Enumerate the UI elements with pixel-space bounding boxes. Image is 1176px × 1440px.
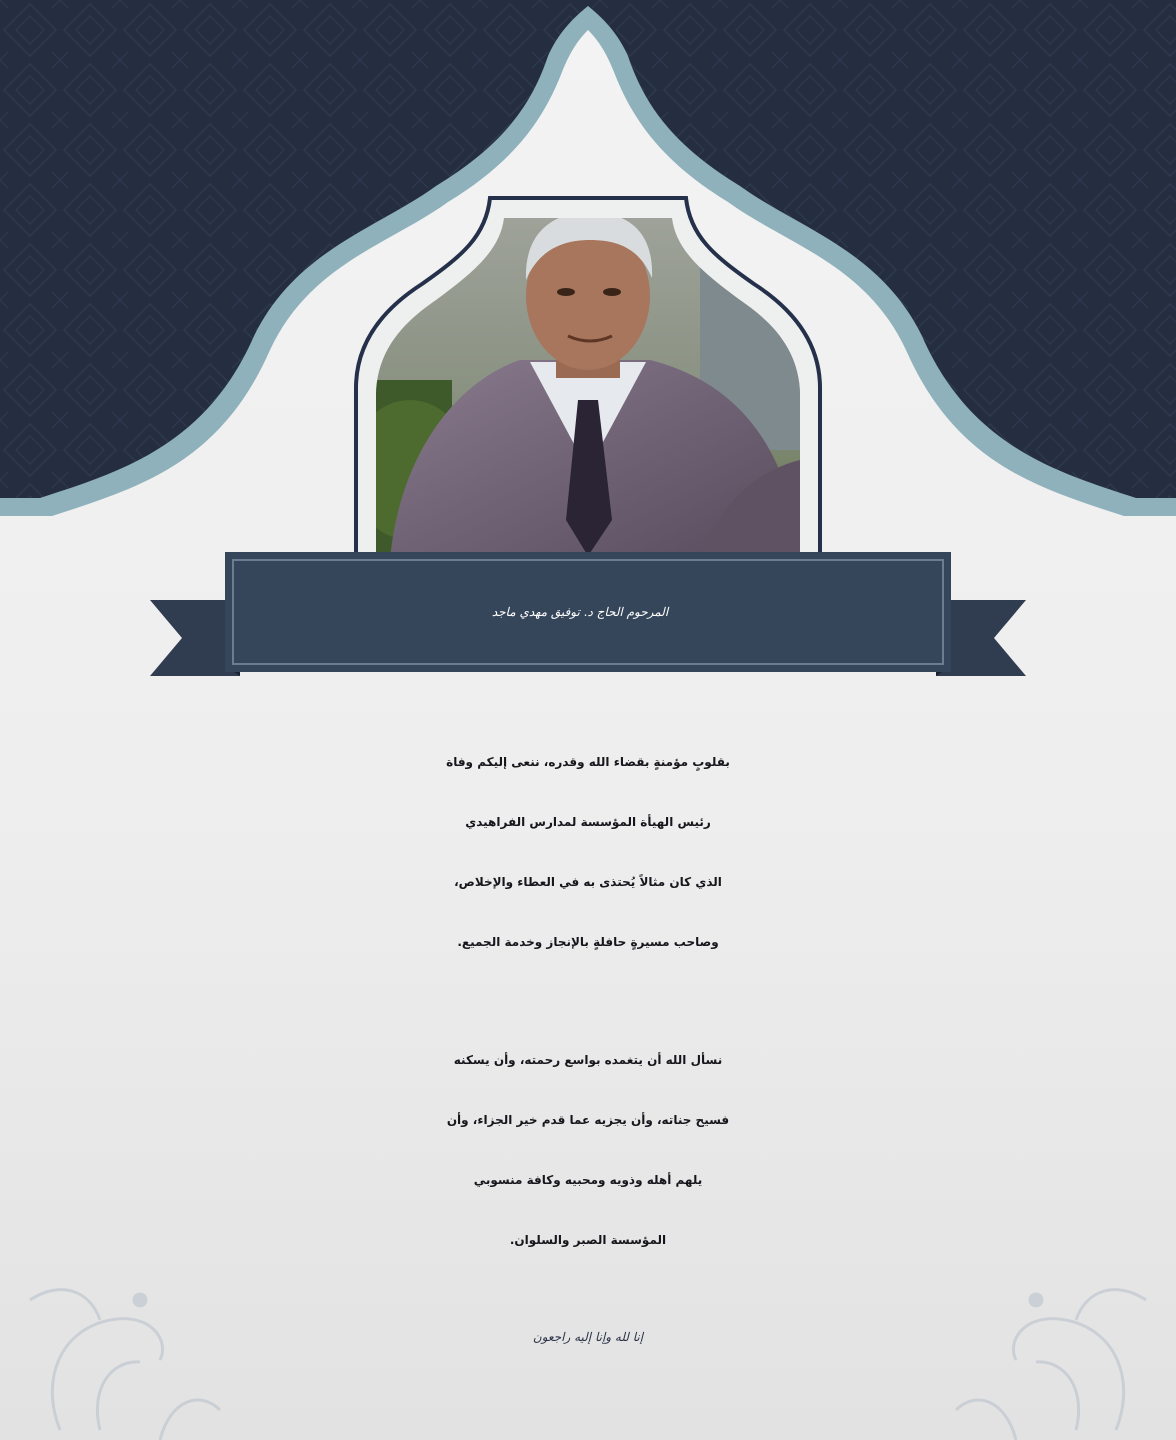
- announcement-paragraph-1: [70, 732, 1106, 972]
- paragraph-line: الذي كان مثالاً يُحتذى به في العطاء والإخلاص،: [454, 875, 722, 889]
- deceased-name: المرحوم الحاج د. توفيق مهدي ماجد: [491, 605, 669, 619]
- paragraph-line: فسيح جناته، وأن يجزيه عما قدم خير الجزاء، وأن: [446, 1113, 730, 1127]
- closing-verse: إنا لله وإنا إليه راجعون: [532, 1330, 644, 1344]
- paragraph-line: بقلوبٍ مؤمنةٍ بقضاء الله وقدره، ننعى إليكم وفاة: [446, 755, 730, 769]
- announcement-paragraph-2: [70, 1030, 1106, 1270]
- paragraph-line: رئيس الهيأة المؤسسة لمدارس الفراهيدي: [465, 815, 711, 829]
- paragraph-line: يلهم أهله وذويه ومحبيه وكافة منسوبي: [473, 1173, 703, 1187]
- paragraph-line: نسأل الله أن يتغمده بواسع رحمته، وأن يسكنه: [453, 1053, 723, 1067]
- paragraph-line: وصاحب مسيرةٍ حافلةٍ بالإنجاز وخدمة الجميع.: [457, 935, 719, 949]
- paragraph-line: المؤسسة الصبر والسلوان.: [509, 1233, 667, 1247]
